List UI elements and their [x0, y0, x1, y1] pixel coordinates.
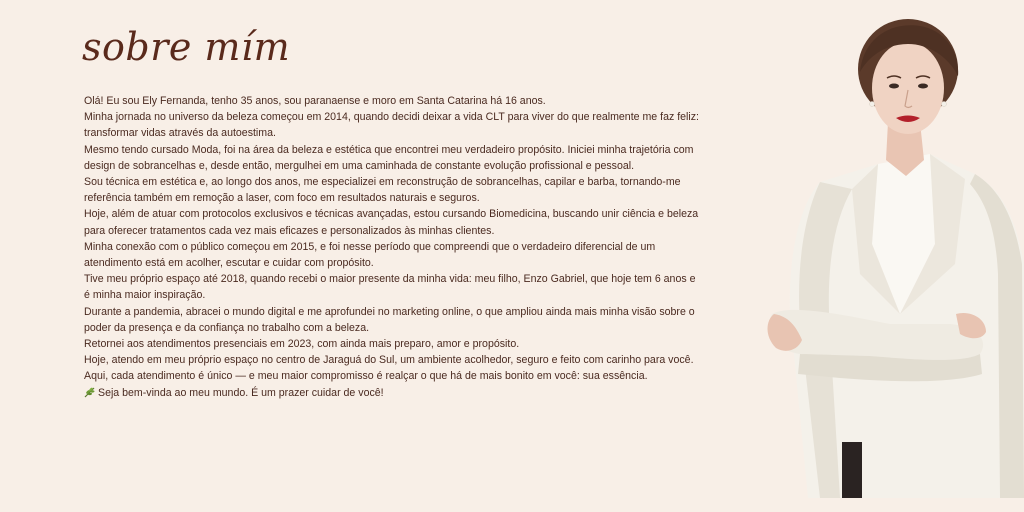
closing-text: Seja bem-vinda ao meu mundo. É um prazer cuidar de você!: [98, 386, 384, 399]
portrait-photo: [760, 14, 1024, 498]
bio-paragraph: Aqui, cada atendimento é único — e meu maior compromisso é realçar o que há de mais bonito em você: sua essência.: [84, 370, 648, 383]
bio-paragraph: Durante a pandemia, abracei o mundo digital e me aprofundei no marketing online, o que ampliou ainda mais minha visão sobre o poder da presença e da confiança no trabalho com a beleza.: [84, 305, 695, 334]
bio-paragraph: Retornei aos atendimentos presenciais em 2023, com ainda mais preparo, amor e propósito.: [84, 338, 520, 351]
bio-paragraph: Olá! Eu sou Ely Fernanda, tenho 35 anos, sou paranaense e moro em Santa Catarina há 16 anos.: [84, 95, 546, 107]
page-title: sobre mím: [82, 25, 291, 69]
bio-paragraph: Hoje, atendo em meu próprio espaço no centro de Jaraguá do Sul, um ambiente acolhedor, seguro e feito com carinho para você.: [84, 354, 694, 367]
bio-paragraph: Minha jornada no universo da beleza começou em 2014, quando decidi deixar a vida CLT para viver do que realmente me faz feliz: transformar vidas através da autoestima.: [84, 111, 699, 140]
closing-line: [84, 385, 704, 401]
bio-paragraph: Hoje, além de atuar com protocolos exclusivos e técnicas avançadas, estou cursando Biomedicina, buscando unir ciência e beleza para oferecer tratamentos cada vez mais eficazes e personalizados às minhas clientes.: [84, 208, 699, 237]
bio-paragraph: Mesmo tendo cursado Moda, foi na área da beleza e estética que encontrei meu verdadeiro propósito. Iniciei minha trajetória com design de sobrancelhas e, desde então, mergulhei em uma caminhada de constante evolução profissional e pessoal.: [84, 143, 694, 172]
herb-leaf-icon: [84, 386, 96, 398]
bio-paragraph: Sou técnica em estética e, ao longo dos anos, me especializei em reconstrução de sobrancelhas, capilar e barba, tornando-me referência também em remoção a laser, com foco em resultados naturais e seguros.: [84, 176, 681, 205]
bio-paragraph: Tive meu próprio espaço até 2018, quando recebi o maior presente da minha vida: meu filho, Enzo Gabriel, que hoje tem 6 anos e é minha maior inspiração.: [84, 273, 696, 302]
bio-paragraph: Minha conexão com o público começou em 2015, e foi nesse período que compreendi que o verdadeiro diferencial de um atendimento está em acolher, escutar e cuidar com propósito.: [84, 240, 656, 270]
bio-text: [84, 93, 704, 401]
